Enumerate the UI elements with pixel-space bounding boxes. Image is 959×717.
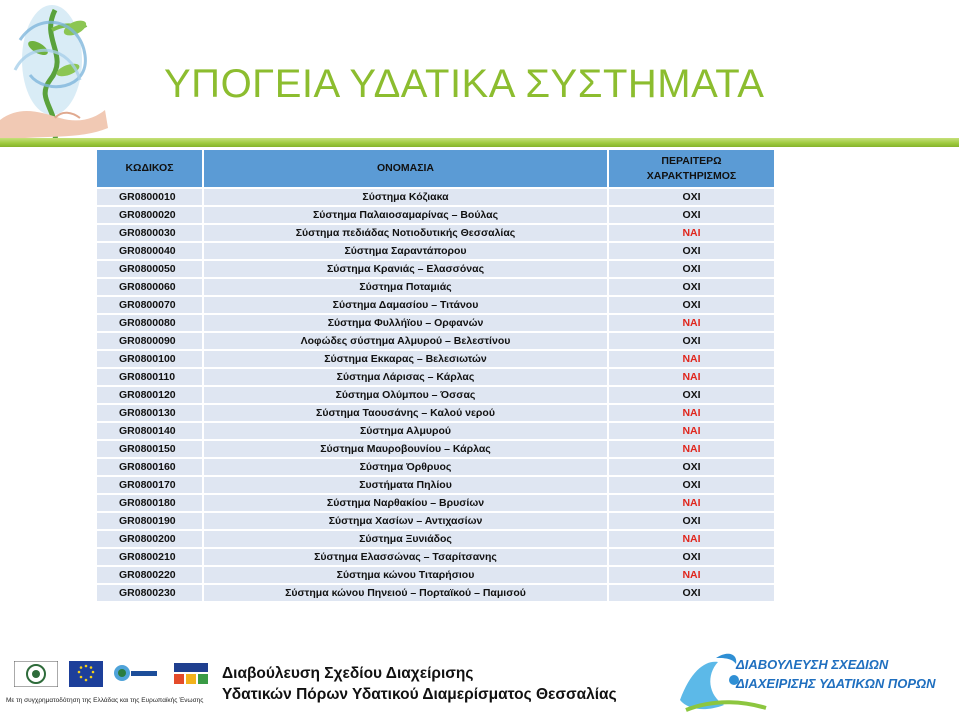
- table-row: [96, 260, 775, 278]
- cell-code: GR0800060: [96, 278, 203, 296]
- table-row: [96, 440, 775, 458]
- cell-name: Σύστημα Μαυροβουνίου – Κάρλας: [203, 440, 608, 458]
- cell-further-characterisation: ΝΑΙ: [608, 494, 775, 512]
- cell-code: GR0800020: [96, 206, 203, 224]
- cell-name: Σύστημα Ολύμπου – Όσσας: [203, 386, 608, 404]
- groundwater-systems-table: [95, 148, 774, 603]
- consultation-heading: [222, 663, 617, 705]
- cell-further-characterisation: ΟΧΙ: [608, 476, 775, 494]
- cell-code: GR0800110: [96, 368, 203, 386]
- cell-name: Σύστημα κώνου Πηνειού – Πορταϊκού – Παμισού: [203, 584, 608, 602]
- cell-name: Σύστημα Δαμασίου – Τιτάνου: [203, 296, 608, 314]
- cell-further-characterisation: ΝΑΙ: [608, 224, 775, 242]
- cell-name: Συστήματα Πηλίου: [203, 476, 608, 494]
- cell-name: Σύστημα Ελασσώνας – Τσαρίτσανης: [203, 548, 608, 566]
- cell-further-characterisation: ΝΑΙ: [608, 422, 775, 440]
- cell-name: Σύστημα Σαραντάπορου: [203, 242, 608, 260]
- cell-code: GR0800180: [96, 494, 203, 512]
- table-row: [96, 422, 775, 440]
- cell-further-characterisation: ΟΧΙ: [608, 332, 775, 350]
- table-row: [96, 278, 775, 296]
- cell-name: Σύστημα Φυλλήϊου – Ορφανών: [203, 314, 608, 332]
- epperaa-logo: [112, 661, 158, 687]
- cell-further-characterisation: ΟΧΙ: [608, 458, 775, 476]
- cell-name: Λοφώδες σύστημα Αλμυρού – Βελεστίνου: [203, 332, 608, 350]
- table-row: [96, 404, 775, 422]
- table-row: [96, 566, 775, 584]
- cell-further-characterisation: ΝΑΙ: [608, 440, 775, 458]
- cell-further-characterisation: ΟΧΙ: [608, 260, 775, 278]
- cell-code: GR0800150: [96, 440, 203, 458]
- column-header-code: ΚΩΔΙΚΟΣ: [96, 149, 203, 188]
- title-divider: [0, 138, 959, 147]
- cell-further-characterisation: ΟΧΙ: [608, 278, 775, 296]
- table-row: [96, 188, 775, 206]
- consultation-brand: [736, 655, 936, 693]
- table-row: [96, 476, 775, 494]
- table-row: [96, 530, 775, 548]
- consultation-line-2: Υδατικών Πόρων Υδατικού Διαμερίσματος Θεσσαλίας: [222, 686, 617, 703]
- table-row: [96, 584, 775, 602]
- table-row: [96, 386, 775, 404]
- cofinance-note: Με τη συγχρηματοδότηση της Ελλάδας και της Ευρωπαϊκής Ένωσης: [6, 697, 204, 704]
- cell-code: GR0800190: [96, 512, 203, 530]
- table-row: [96, 332, 775, 350]
- column-header-further-line1: ΠΕΡΑΙΤΕΡΩ: [661, 154, 722, 167]
- cell-further-characterisation: ΝΑΙ: [608, 350, 775, 368]
- cell-further-characterisation: ΟΧΙ: [608, 386, 775, 404]
- table-row: [96, 368, 775, 386]
- footer-logo-strip: [14, 661, 212, 695]
- cell-further-characterisation: ΝΑΙ: [608, 566, 775, 584]
- cell-code: GR0800160: [96, 458, 203, 476]
- cell-name: Σύστημα Λάρισας – Κάρλας: [203, 368, 608, 386]
- cell-code: GR0800010: [96, 188, 203, 206]
- cell-further-characterisation: ΟΧΙ: [608, 206, 775, 224]
- cell-name: Σύστημα Ναρθακίου – Βρυσίων: [203, 494, 608, 512]
- cell-code: GR0800230: [96, 584, 203, 602]
- slide-title: ΥΠΟΓΕΙΑ ΥΔΑΤΙΚΑ ΣΥΣΤΗΜΑΤΑ: [164, 62, 765, 106]
- cell-code: GR0800220: [96, 566, 203, 584]
- cell-further-characterisation: ΟΧΙ: [608, 512, 775, 530]
- table-row: [96, 350, 775, 368]
- cell-name: Σύστημα πεδιάδας Νοτιοδυτικής Θεσσαλίας: [203, 224, 608, 242]
- cell-further-characterisation: ΟΧΙ: [608, 584, 775, 602]
- table-row: [96, 206, 775, 224]
- water-plant-hand-logo: [0, 0, 150, 150]
- table-row: [96, 512, 775, 530]
- cell-code: GR0800210: [96, 548, 203, 566]
- cell-name: Σύστημα Παλαιοσαμαρίνας – Βούλας: [203, 206, 608, 224]
- cell-code: GR0800080: [96, 314, 203, 332]
- cell-name: Σύστημα Ξυνιάδος: [203, 530, 608, 548]
- cell-further-characterisation: ΟΧΙ: [608, 188, 775, 206]
- table-row: [96, 314, 775, 332]
- consultation-line-1: Διαβούλευση Σχεδίου Διαχείρισης: [222, 665, 474, 682]
- brand-line-1: ΔΙΑΒΟΥΛΕΥΣΗ ΣΧΕΔΙΩΝ: [736, 657, 889, 672]
- table-row: [96, 242, 775, 260]
- cell-further-characterisation: ΝΑΙ: [608, 368, 775, 386]
- table-row: [96, 458, 775, 476]
- cell-name: Σύστημα Αλμυρού: [203, 422, 608, 440]
- cell-name: Σύστημα Ταουσάνης – Καλού νερού: [203, 404, 608, 422]
- cell-further-characterisation: ΝΑΙ: [608, 530, 775, 548]
- cell-name: Σύστημα Χασίων – Αντιχασίων: [203, 512, 608, 530]
- cell-further-characterisation: ΝΑΙ: [608, 314, 775, 332]
- cell-code: GR0800070: [96, 296, 203, 314]
- cell-name: Σύστημα Όρθρυος: [203, 458, 608, 476]
- cell-code: GR0800200: [96, 530, 203, 548]
- cell-code: GR0800130: [96, 404, 203, 422]
- table-row: [96, 296, 775, 314]
- ministry-seal-logo: [14, 661, 58, 687]
- cell-code: GR0800100: [96, 350, 203, 368]
- cell-further-characterisation: ΝΑΙ: [608, 404, 775, 422]
- cell-further-characterisation: ΟΧΙ: [608, 296, 775, 314]
- column-header-further-line2: ΧΑΡΑΚΤΗΡΙΣΜΟΣ: [646, 169, 737, 182]
- eu-flag-logo: [69, 661, 103, 687]
- cell-further-characterisation: ΟΧΙ: [608, 242, 775, 260]
- table-row: [96, 224, 775, 242]
- cell-code: GR0800030: [96, 224, 203, 242]
- cell-code: GR0800120: [96, 386, 203, 404]
- column-header-further-characterisation: [608, 149, 775, 188]
- cell-code: GR0800050: [96, 260, 203, 278]
- cell-further-characterisation: ΟΧΙ: [608, 548, 775, 566]
- brand-line-2: ΔΙΑΧΕΙΡΙΣΗΣ ΥΔΑΤΙΚΩΝ ΠΟΡΩΝ: [736, 676, 936, 691]
- column-header-name: ΟΝΟΜΑΣΙΑ: [203, 149, 608, 188]
- cell-name: Σύστημα Κρανιάς – Ελασσόνας: [203, 260, 608, 278]
- cell-name: Σύστημα Εκκαρας – Βελεσιωτών: [203, 350, 608, 368]
- table-row: [96, 494, 775, 512]
- table-header-row: [96, 149, 775, 188]
- table-row: [96, 548, 775, 566]
- cell-name: Σύστημα Κόζιακα: [203, 188, 608, 206]
- cell-name: Σύστημα Ποταμιάς: [203, 278, 608, 296]
- cell-code: GR0800090: [96, 332, 203, 350]
- cell-code: GR0800170: [96, 476, 203, 494]
- cell-code: GR0800040: [96, 242, 203, 260]
- espa-logo: [172, 661, 210, 687]
- cell-name: Σύστημα κώνου Τιταρήσιου: [203, 566, 608, 584]
- cell-code: GR0800140: [96, 422, 203, 440]
